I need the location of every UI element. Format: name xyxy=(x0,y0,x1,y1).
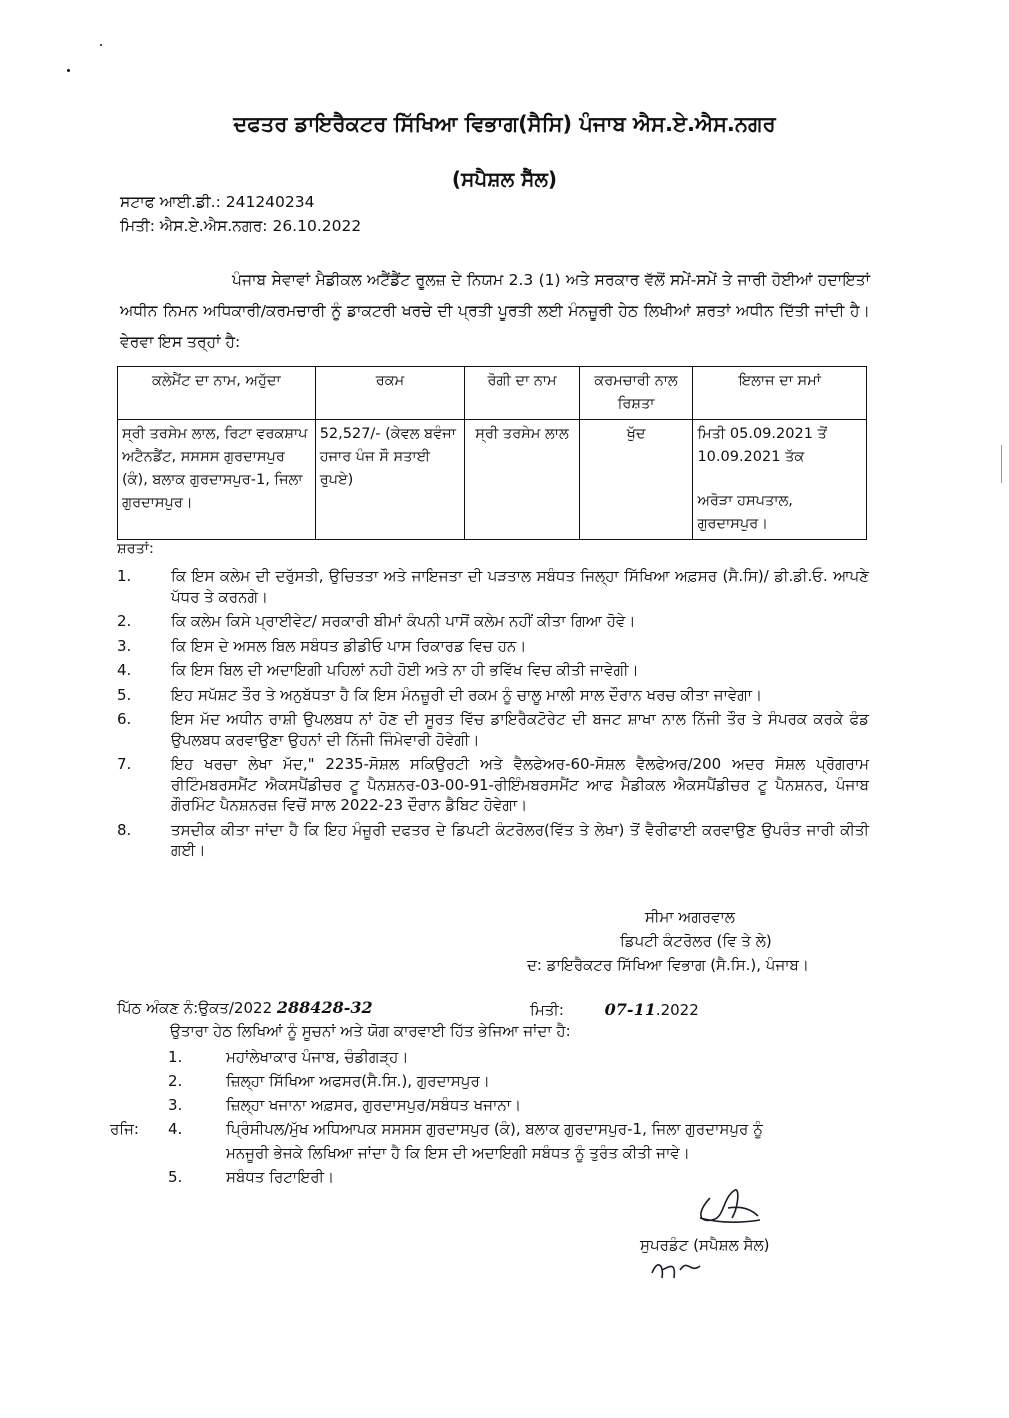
header-relation: ਕਰਮਚਾਰੀ ਨਾਲ ਰਿਸ਼ਤਾ xyxy=(579,367,693,420)
recipient-number: 1. xyxy=(168,1048,183,1066)
recipient-text: ਜ਼ਿਲ੍ਹਾ ਖਜਾਨਾ ਅਫ਼ਸਰ, ਗੁਰਦਾਸਪੁਰ/ਸਬੰਧਤ ਖਜਾਨਾ। xyxy=(226,1096,522,1114)
condition-number: 8. xyxy=(117,820,132,839)
recipient-prefix xyxy=(110,1070,168,1093)
intro-paragraph: ਪੰਜਾਬ ਸੇਵਾਵਾਂ ਮੈਡੀਕਲ ਅਟੈਂਡੈਂਟ ਰੂਲਜ਼ ਦੇ ਨਿਯਮ 2.3 (1) ਅਤੇ ਸਰਕਾਰ ਵੱਲੋਂ ਸਮੇਂ-ਸਮੇਂ ਤੇ ਜਾਰੀ ਹੋਈਆਂ ਹਦਾਇਤਾਂ ਅਧੀਨ ਨਿਮਨ ਅਧਿਕਾਰੀ/ਕਰਮਚਾਰੀ ਨੂੰ ਡਾਕਟਰੀ ਖਰਚੇ ਦੀ ਪ੍ਰਤੀ ਪੂਰਤੀ ਲਈ ਮੰਨਜ਼ੂਰੀ ਹੇਠ ਲਿਖੀਆਂ ਸ਼ਰਤਾਂ ਅਧੀਨ ਦਿੱਤੀ ਜਾਂਦੀ ਹੈ। ਵੇਰਵਾ ਇਸ ਤਰ੍ਹਾਂ ਹੈ: xyxy=(120,271,870,351)
condition-text: ਇਸ ਮੱਦ ਅਧੀਨ ਰਾਸ਼ੀ ਉਪਲਬਧ ਨਾਂ ਹੋਣ ਦੀ ਸੂਰਤ ਵਿੱਚ ਡਾਇਰੈਕਟੋਰੇਟ ਦੀ ਬਜਟ ਸ਼ਾਖਾ ਨਾਲ ਨਿੱਜੀ ਤੌਰ ਤੇ ਸੰਪਰਕ ਕਰਕੇ ਫੰਡ ਉਪਲਬਧ ਕਰਵਾਉਣਾ ਉਹਨਾਂ ਦੀ ਨਿੱਜੀ ਜਿੰਮੇਵਾਰੀ ਹੋਵੇਗੀ। xyxy=(171,710,869,749)
condition-number: 4. xyxy=(117,661,132,679)
condition-item xyxy=(117,709,869,750)
handwritten-signature xyxy=(640,1178,820,1288)
condition-item xyxy=(117,636,869,657)
condition-text: ਕਿ ਇਸ ਦੇ ਅਸਲ ਬਿਲ ਸਬੰਧਤ ਡੀਡੀਓ ਪਾਸ ਰਿਕਾਰਡ ਵਿਚ ਹਨ। xyxy=(171,636,527,655)
table-row xyxy=(118,420,867,540)
endorsement-handwritten-date: 07-11 xyxy=(604,1000,656,1019)
endorsement-date xyxy=(530,1000,699,1019)
recipient-prefix xyxy=(110,1046,168,1069)
condition-number: 5. xyxy=(117,685,132,704)
endorsement-date-label: ਮਿਤੀ: xyxy=(530,1001,564,1019)
recipient-text: ਪ੍ਰਿੰਸੀਪਲ/ਮੁੱਖ ਅਧਿਆਪਕ ਸਸਸਸ ਗੁਰਦਾਸਪੁਰ (ਕੰ), ਬਲਾਕ ਗੁਰਦਾਸਪੁਰ-1, ਜਿਲਾ ਗੁਰਦਾਸਪੁਰ ਨੂੰ xyxy=(226,1120,763,1138)
conditions-list xyxy=(117,566,869,865)
claim-table xyxy=(117,366,867,540)
superintendent-designation: ਸੁਪਰਡੰਟ (ਸਪੈਸ਼ਲ ਸੈਲ) xyxy=(640,1236,770,1254)
recipient-number: 3. xyxy=(168,1096,183,1114)
recipient-text-continued: ਮਨਜੂਰੀ ਭੇਜਕੇ ਲਿਖਿਆ ਜਾਂਦਾ ਹੈ ਕਿ ਇਸ ਦੀ ਅਦਾਇਗੀ ਸਬੰਧਤ ਨੂੰ ਤੁਰੰਤ ਕੀਤੀ ਜਾਵੇ। xyxy=(226,1144,690,1162)
list-item xyxy=(110,1094,870,1117)
condition-text: ਇਹ ਖਰਚਾ ਲੇਖਾ ਮੱਦ," 2235-ਸੋਸ਼ਲ ਸਕਿਉਰਟੀ ਅਤੇ ਵੈਲਫੇਅਰ-60-ਸੋਸ਼ਲ ਵੈਲਫੇਅਰ/200 ਅਦਰ ਸੋਸ਼ਲ ਪ੍ਰੋਗਰਾਮ ਰੀਟਿੰਮਬਰਸਮੈਂਟ ਐਕਸਪੈਂਡੀਚਰ ਟੂ ਪੈਨਸ਼ਨਰ-03-00-91-ਰੀਇੰਮਬਰਸਮੈਂਟ ਆਫ ਮੈਡੀਕਲ ਐਕਸਪੈਂਡੀਚਰ ਟੂ ਪੈਨਸ਼ਨਰ, ਪੰਜਾਬ ਗੌਰਮਿੰਟ ਪੈਨਸ਼ਨਰਜ਼ ਵਿਚੋਂ ਸਾਲ 2022-23 ਦੌਰਾਨ ਡੈਬਿਟ ਹੋਵੇਗਾ। xyxy=(171,755,869,814)
condition-text: ਇਹ ਸਪੱਸ਼ਟ ਤੌਰ ਤੇ ਅਨੁਬੱਧਤਾ ਹੈ ਕਿ ਇਸ ਮੰਨਜ਼ੂਰੀ ਦੀ ਰਕਮ ਨੂੰ ਚਾਲੂ ਮਾਲੀ ਸਾਲ ਦੌਰਾਨ ਖਰਚ ਕੀਤਾ ਜਾਵੇਗਾ। xyxy=(171,685,763,704)
office-title: ਦਫਤਰ ਡਾਇਰੈਕਟਰ ਸਿੱਖਿਆ ਵਿਭਾਗ(ਸੈਸਿ) ਪੰਜਾਬ ਐਸ.ਏ.ਐਸ.ਨਗਰ xyxy=(233,112,776,136)
hospital-name: ਅਰੋੜਾ ਹਸਪਤਾਲ, ਗੁਰਦਾਸਪੁਰ। xyxy=(697,493,793,532)
signatory-name: ਸੀਮਾ ਅਗਰਵਾਲ xyxy=(645,908,735,926)
staff-id: ਸਟਾਫ ਆਈ.ਡੀ.: 241240234 xyxy=(120,193,315,211)
condition-item xyxy=(117,685,869,706)
signatory-office: ਦ: ਡਾਇਰੈਕਟਰ ਸਿੱਖਿਆ ਵਿਭਾਗ (ਸੈ.ਸਿ.), ਪੰਜਾਬ। xyxy=(527,956,810,974)
list-item xyxy=(110,1070,870,1093)
condition-number: 7. xyxy=(117,755,132,773)
office-subtitle: (ਸਪੈਸ਼ਲ ਸੈੱਲ) xyxy=(451,167,558,191)
cell-amount: 52,527/- (ਕੇਵਲ ਬਵੰਜਾ ਹਜਾਰ ਪੰਜ ਸੌ ਸਤਾਈ ਰੁਪਏ) xyxy=(315,420,465,540)
condition-number: 1. xyxy=(117,567,132,585)
list-item-continuation xyxy=(110,1142,870,1165)
condition-text: ਤਸਦੀਕ ਕੀਤਾ ਜਾਂਦਾ ਹੈ ਕਿ ਇਹ ਮੰਜ਼ੂਰੀ ਦਫਤਰ ਦੇ ਡਿਪਟੀ ਕੰਟਰੋਲਰ(ਵਿੱਤ ਤੇ ਲੇਖਾ) ਤੋਂ ਵੈਰੀਫਾਈ ਕਰਵਾਉਣ ਉਪਰੰਤ ਜਾਰੀ ਕੀਤੀ ਗਈ। xyxy=(171,820,869,859)
recipient-prefix xyxy=(110,1166,168,1189)
cell-treatment xyxy=(693,420,867,540)
cell-claimant: ਸ੍ਰੀ ਤਰਸੇਮ ਲਾਲ, ਰਿਟਾ ਵਰਕਸ਼ਾਪ ਅਟੈਨਡੈਂਟ, ਸਸਸਸ ਗੁਰਦਾਸਪੁਰ (ਕੰ), ਬਲਾਕ ਗੁਰਦਾਸਪੁਰ-1, ਜਿਲਾ ਗੁਰਦਾਸਪੁਰ। xyxy=(118,420,316,540)
condition-text: ਕਿ ਇਸ ਬਿਲ ਦੀ ਅਦਾਇਗੀ ਪਹਿਲਾਂ ਨਹੀ ਹੋਈ ਅਤੇ ਨਾ ਹੀ ਭਵਿੱਖ ਵਿਚ ਕੀਤੀ ਜਾਵੇਗੀ। xyxy=(171,661,639,679)
condition-text: ਕਿ ਇਸ ਕਲੇਮ ਦੀ ਦਰੁੱਸਤੀ, ਉਚਿਤਤਾ ਅਤੇ ਜਾਇਜਤਾ ਦੀ ਪੜਤਾਲ ਸਬੰਧਤ ਜਿਲ੍ਹਾ ਸਿੱਖਿਆ ਅਫ਼ਸਰ (ਸੈ.ਸਿ)/ ਡੀ.ਡੀ.ਓ. ਆਪਣੇ ਪੱਧਰ ਤੇ ਕਰਨਗੇ। xyxy=(171,567,869,606)
header-claimant: ਕਲੇਮੈਂਟ ਦਾ ਨਾਮ, ਅਹੁੱਦਾ xyxy=(118,367,316,420)
table-header-row xyxy=(118,367,867,420)
scan-speck xyxy=(100,44,102,46)
recipient-number: 2. xyxy=(168,1072,183,1090)
condition-item xyxy=(117,566,869,607)
cell-relation: ਖੁੱਦ xyxy=(579,420,693,540)
endorsement-note: ਉਤਾਰਾ ਹੇਠ ਲਿਖਿਆਂ ਨੂੰ ਸੂਚਨਾਂ ਅਤੇ ਯੋਗ ਕਾਰਵਾਈ ਹਿੱਤ ਭੇਜਿਆ ਜਾਂਦਾ ਹੈ: xyxy=(170,1022,571,1040)
condition-text: ਕਿ ਕਲੇਮ ਕਿਸੇ ਪ੍ਰਾਈਵੇਟ/ ਸਰਕਾਰੀ ਬੀਮਾਂ ਕੰਪਨੀ ਪਾਸੋਂ ਕਲੇਮ ਨਹੀਂ ਕੀਤਾ ਗਿਆ ਹੋਵੇ। xyxy=(171,612,636,630)
condition-number: 3. xyxy=(117,636,132,655)
list-item xyxy=(110,1046,870,1069)
condition-number: 2. xyxy=(117,612,132,630)
recipient-text: ਮਹਾਂਲੇਖਾਕਾਰ ਪੰਜਾਬ, ਚੰਡੀਗੜ੍ਹ। xyxy=(226,1048,409,1066)
cell-patient: ਸ੍ਰੀ ਤਰਸੇਮ ਲਾਲ xyxy=(465,420,579,540)
endorsement-handwritten-number: 288428-32 xyxy=(276,998,373,1017)
list-item xyxy=(110,1118,870,1141)
recipients-list xyxy=(110,1046,870,1190)
recipient-text: ਸਬੰਧਤ ਰਿਟਾਇਰੀ। xyxy=(226,1168,335,1186)
scan-speck xyxy=(67,69,70,72)
issue-date: ਮਿਤੀ: ਐਸ.ਏ.ਐਸ.ਨਗਰ: 26.10.2022 xyxy=(120,217,362,235)
signatory-designation: ਡਿਪਟੀ ਕੰਟਰੋਲਰ (ਵਿ ਤੇ ਲੇ) xyxy=(620,932,772,950)
recipient-text: ਜ਼ਿਲ੍ਹਾ ਸਿੱਖਿਆ ਅਫਸਰ(ਸੈ.ਸਿ.), ਗੁਰਦਾਸਪੁਰ। xyxy=(226,1072,490,1090)
recipient-prefix: ਰਜਿ: xyxy=(110,1120,139,1138)
conditions-heading: ਸ਼ਰਤਾਂ: xyxy=(117,541,154,557)
recipient-prefix xyxy=(110,1094,168,1117)
scan-mark xyxy=(1001,445,1002,483)
condition-item xyxy=(117,660,869,681)
condition-item xyxy=(117,611,869,632)
endorsement-prefix: ਪਿੱਠ ਅੰਕਣ ਨੰ:ਉਕਤ/2022 xyxy=(117,999,273,1017)
header-treatment-period: ਇਲਾਜ ਦਾ ਸਮਾਂ xyxy=(693,367,867,420)
recipient-number: 4. xyxy=(168,1120,183,1138)
condition-number: 6. xyxy=(117,710,132,728)
header-patient: ਰੋਗੀ ਦਾ ਨਾਮ xyxy=(465,367,579,420)
treatment-period: ਮਿਤੀ 05.09.2021 ਤੋਂ 10.09.2021 ਤੱਕ xyxy=(697,426,827,465)
condition-item xyxy=(117,820,869,861)
header-amount: ਰਕਮ xyxy=(315,367,465,420)
condition-item xyxy=(117,754,869,816)
endorsement-date-year: .2022 xyxy=(655,1001,699,1019)
recipient-number: 5. xyxy=(168,1168,183,1186)
endorsement-number xyxy=(117,998,373,1017)
